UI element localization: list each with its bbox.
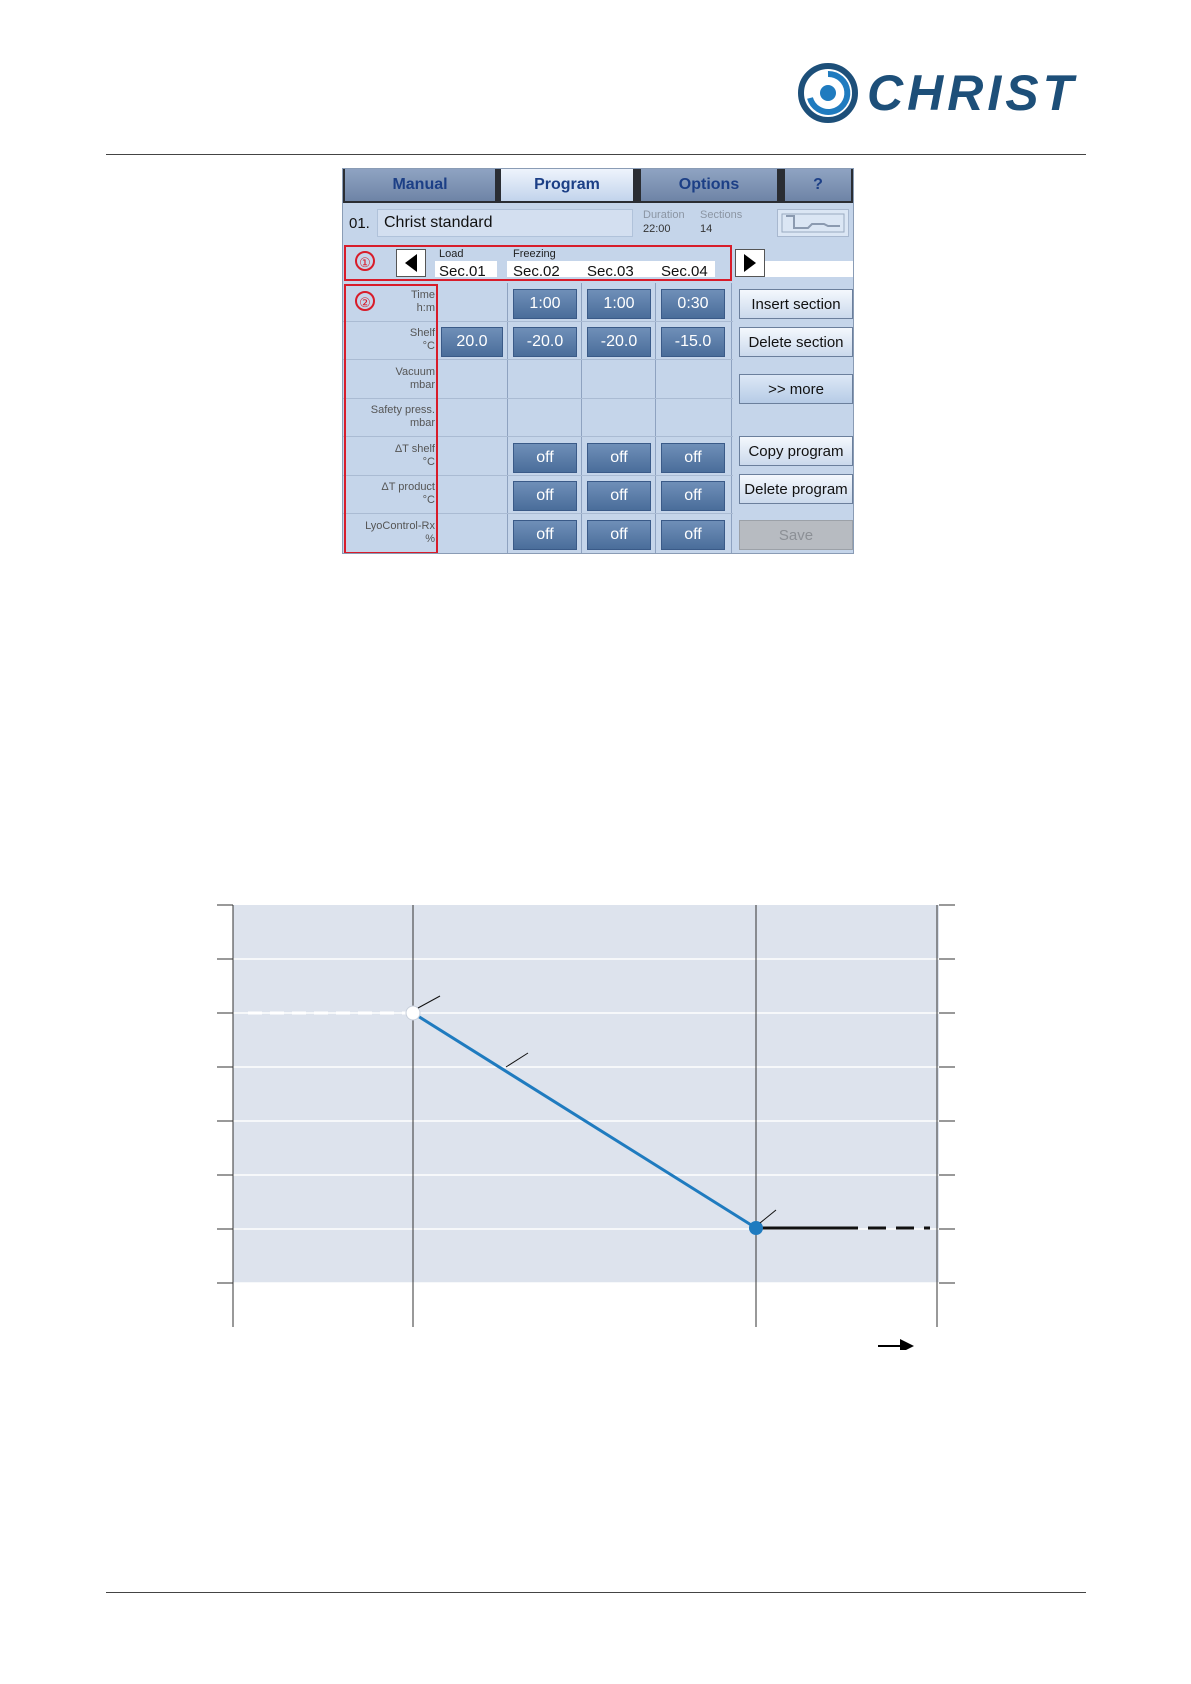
row-label-dt-shelf: ΔT shelf °C: [394, 443, 435, 468]
marker-1: ①: [355, 251, 375, 271]
time-arrow-icon: [878, 1339, 914, 1350]
shelf-sec02-button[interactable]: -20.0: [513, 327, 577, 357]
end-point: [749, 1221, 763, 1235]
time-sec04-button[interactable]: 0:30: [661, 289, 725, 319]
row-label-shelf: Shelf °C: [409, 327, 435, 352]
shelf-sec03-button[interactable]: -20.0: [587, 327, 651, 357]
section-head-4[interactable]: Sec.04: [661, 263, 708, 280]
header-rule: [106, 154, 1086, 155]
tab-manual[interactable]: Manual: [345, 169, 495, 201]
shelf-sec01-button[interactable]: 20.0: [441, 327, 503, 357]
phase-freezing-label: Freezing: [513, 248, 556, 260]
row-label-safety-press: Safety press. mbar: [370, 404, 435, 429]
section-head-3[interactable]: Sec.03: [587, 263, 634, 280]
curve-preview-button[interactable]: [777, 209, 849, 237]
program-screen: [342, 168, 854, 554]
dt-shelf-sec02-button[interactable]: off: [513, 443, 577, 473]
shelf-sec04-button[interactable]: -15.0: [661, 327, 725, 357]
row-label-dt-product: ΔT product °C: [381, 481, 435, 506]
program-name-field[interactable]: Christ standard: [377, 209, 633, 237]
time-sec02-button[interactable]: 1:00: [513, 289, 577, 319]
duration-label: Duration: [643, 209, 685, 221]
shelf-temperature-diagram: [200, 890, 1000, 1350]
sections-label: Sections: [700, 209, 743, 221]
duration-value: 22:00: [643, 223, 671, 235]
dt-shelf-sec04-button[interactable]: off: [661, 443, 725, 473]
christ-logo: [795, 60, 1085, 126]
tab-program[interactable]: Program: [501, 169, 633, 201]
program-row: [343, 205, 853, 239]
time-sec03-button[interactable]: 1:00: [587, 289, 651, 319]
save-button[interactable]: Save: [739, 520, 853, 550]
lyocontrol-sec04-button[interactable]: off: [661, 520, 725, 550]
next-section-button[interactable]: [735, 249, 765, 277]
arrow-left-icon: [397, 250, 425, 276]
arrow-right-icon: [736, 250, 764, 276]
section-head-1[interactable]: Sec.01: [439, 263, 486, 280]
sections-value: 14: [700, 223, 713, 235]
lyocontrol-sec03-button[interactable]: off: [587, 520, 651, 550]
delete-section-button[interactable]: Delete section: [739, 327, 853, 357]
diagram-background: [233, 905, 939, 1283]
insert-section-button[interactable]: Insert section: [739, 289, 853, 319]
more-button[interactable]: >> more: [739, 374, 853, 404]
christ-logo-icon: [795, 60, 861, 126]
phase-load-label: Load: [439, 248, 464, 260]
program-number: 01.: [349, 215, 370, 232]
tab-bar: [343, 169, 853, 203]
row-label-time: Time h:m: [410, 289, 435, 314]
dt-product-sec02-button[interactable]: off: [513, 481, 577, 511]
dt-product-sec04-button[interactable]: off: [661, 481, 725, 511]
curve-icon: [778, 210, 848, 236]
dt-shelf-sec03-button[interactable]: off: [587, 443, 651, 473]
tab-help[interactable]: ?: [785, 169, 851, 201]
start-point: [406, 1006, 420, 1020]
lyocontrol-sec02-button[interactable]: off: [513, 520, 577, 550]
row-label-vacuum: Vacuum mbar: [395, 366, 435, 391]
footer-rule: [106, 1592, 1086, 1593]
copy-program-button[interactable]: Copy program: [739, 436, 853, 466]
section-head-2[interactable]: Sec.02: [513, 263, 560, 280]
logo-wordmark: CHRIST: [867, 65, 1078, 121]
prev-section-button[interactable]: [396, 249, 426, 277]
row-label-lyocontrol: LyoControl-Rx %: [365, 520, 435, 545]
delete-program-button[interactable]: Delete program: [739, 474, 853, 504]
dt-product-sec03-button[interactable]: off: [587, 481, 651, 511]
marker-2: ②: [355, 291, 375, 311]
tab-options[interactable]: Options: [641, 169, 777, 201]
